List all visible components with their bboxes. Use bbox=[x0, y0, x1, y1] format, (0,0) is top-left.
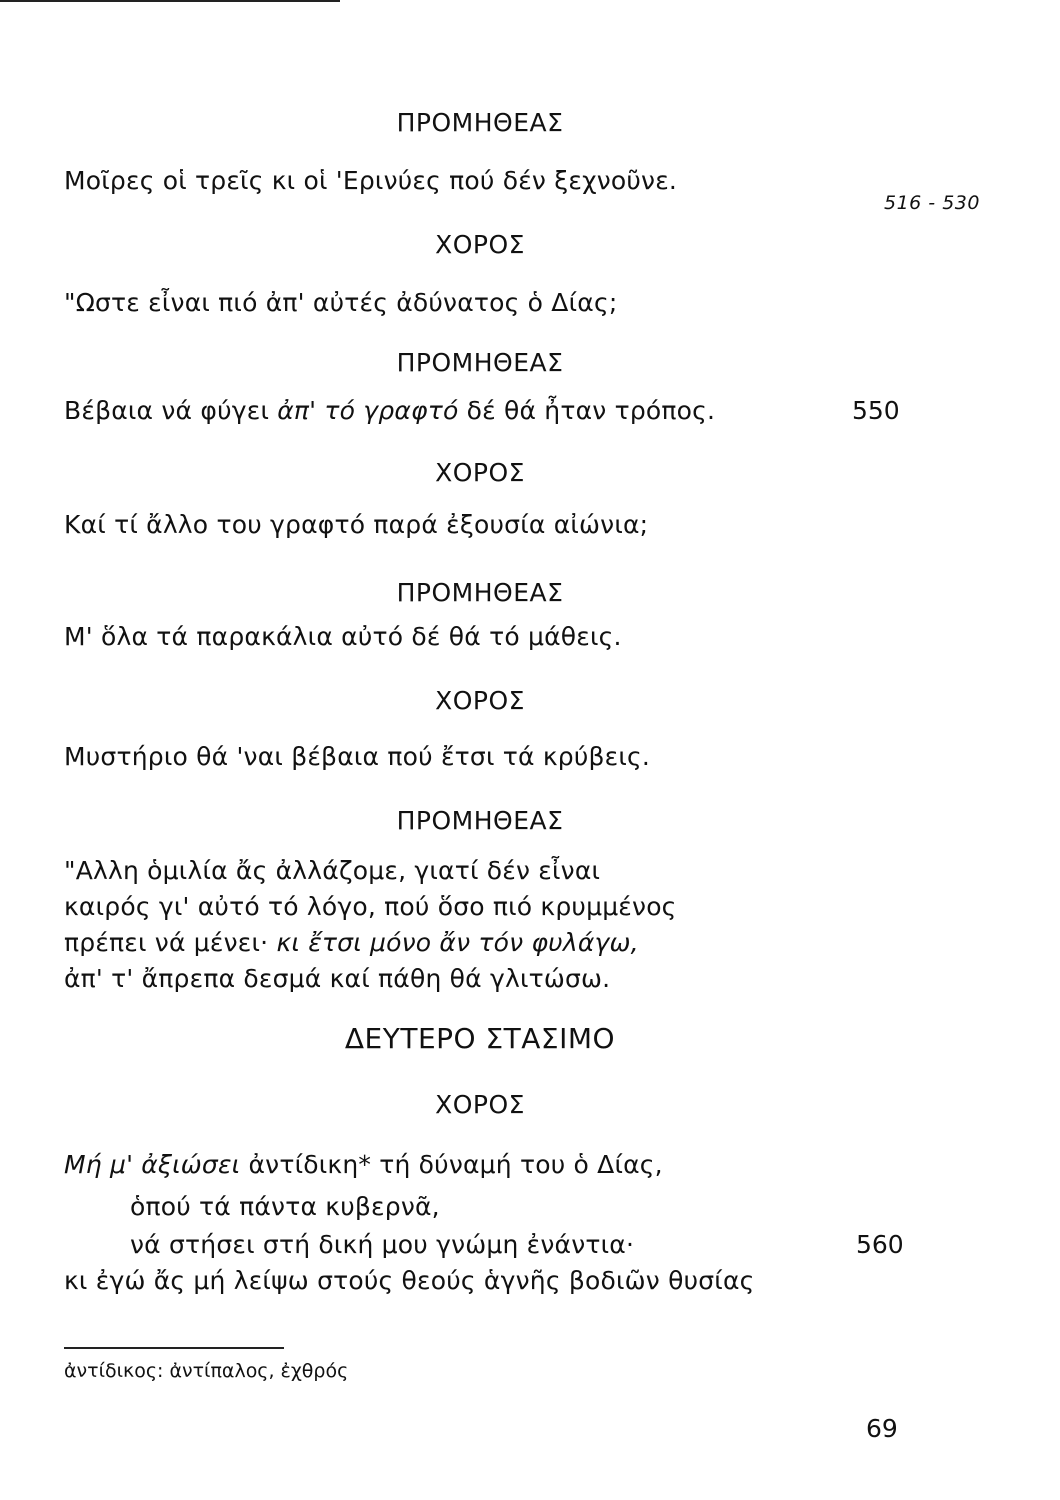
line-number: 560 bbox=[856, 1230, 904, 1259]
footnote: ἀντίδικος: ἀντίπαλος, ἐχθρός bbox=[64, 1360, 349, 1382]
verse-reference: 516 - 530 bbox=[884, 192, 980, 214]
verse-line bbox=[64, 928, 639, 957]
verse-line: Μ' ὅλα τά παρακάλια αὐτό δέ θά τό μάθεις. bbox=[64, 622, 622, 651]
verse-text: δέ θά ἦταν τρόπος. bbox=[458, 396, 716, 425]
section-title: ΔΕΥΤΕΡΟ ΣΤΑΣΙΜΟ bbox=[344, 1022, 616, 1055]
verse-text: Βέβαια νά φύγει bbox=[64, 396, 278, 425]
top-rule bbox=[0, 0, 340, 2]
line-number: 550 bbox=[852, 396, 900, 425]
verse-line bbox=[64, 1150, 663, 1179]
verse-text-italic: ἀπ' τό γραφτό bbox=[277, 396, 459, 425]
speaker-chorus: ΧΟΡΟΣ bbox=[435, 686, 525, 715]
verse-text-italic: Μή μ' ἀξιώσει bbox=[64, 1150, 241, 1179]
verse-line: "Ωστε εἶναι πιό ἀπ' αὐτές ἀδύνατος ὁ Δίας; bbox=[64, 288, 618, 317]
verse-line: Καί τί ἄλλο του γραφτό παρά ἐξουσία αἰώνια; bbox=[64, 510, 649, 539]
verse-text: ἀντίδικη* τή δύναμή του ὁ Δίας, bbox=[240, 1150, 663, 1179]
verse-line: νά στήσει στή δική μου γνώμη ἐνάντια· bbox=[130, 1230, 635, 1259]
verse-line: ὁπού τά πάντα κυβερνᾶ, bbox=[130, 1192, 440, 1221]
speaker-chorus: ΧΟΡΟΣ bbox=[435, 458, 525, 487]
speaker-prometheus: ΠΡΟΜΗΘΕΑΣ bbox=[396, 108, 564, 137]
verse-text: πρέπει νά μένει· bbox=[64, 928, 277, 957]
verse-text-italic: κι ἔτσι μόνο ἄν τόν φυλάγω, bbox=[276, 928, 639, 957]
speaker-prometheus: ΠΡΟΜΗΘΕΑΣ bbox=[396, 578, 564, 607]
speaker-prometheus: ΠΡΟΜΗΘΕΑΣ bbox=[396, 348, 564, 377]
speaker-prometheus: ΠΡΟΜΗΘΕΑΣ bbox=[396, 806, 564, 835]
speaker-chorus: ΧΟΡΟΣ bbox=[435, 1090, 525, 1119]
verse-line: "Αλλη ὁμιλία ἄς ἀλλάζομε, γιατί δέν εἶναι bbox=[64, 856, 601, 885]
footnote-rule bbox=[64, 1347, 284, 1349]
verse-line: Μυστήριο θά 'ναι βέβαια πού ἔτσι τά κρύβεις. bbox=[64, 742, 651, 771]
verse-line bbox=[64, 396, 715, 425]
page-number: 69 bbox=[866, 1414, 898, 1443]
verse-line: ἀπ' τ' ἄπρεπα δεσμά καί πάθη θά γλιτώσω. bbox=[64, 964, 611, 993]
speaker-chorus: ΧΟΡΟΣ bbox=[435, 230, 525, 259]
verse-line: κι ἐγώ ἄς μή λείψω στούς θεούς ἁγνῆς βοδιῶν θυσίας bbox=[64, 1266, 755, 1295]
verse-line: Μοῖρες οἱ τρεῖς κι οἱ 'Ερινύες πού δέν ξεχνοῦνε. bbox=[64, 166, 678, 195]
verse-line: καιρός γι' αὐτό τό λόγο, πού ὅσο πιό κρυμμένος bbox=[64, 892, 677, 921]
